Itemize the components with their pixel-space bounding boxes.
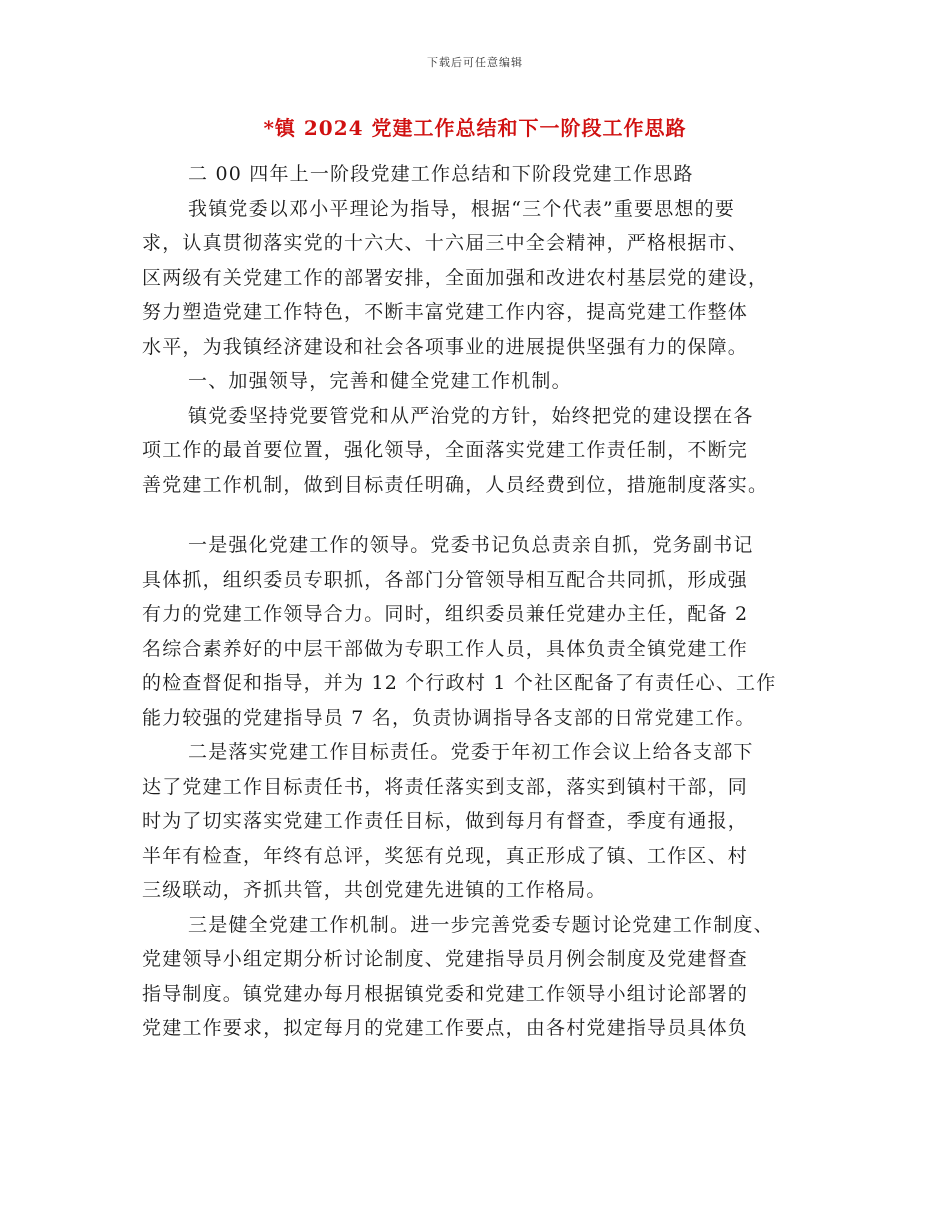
paragraph-line: 项工作的最首要位置，强化领导，全面落实党建工作责任制，不断完 [142, 439, 749, 461]
paragraph-4 [142, 735, 812, 908]
paragraph-line: 三级联动，齐抓共管，共创党建先进镇的工作格局。 [142, 879, 607, 901]
paragraph-line: 时为了切实落实党建工作责任目标，做到每月有督查，季度有通报， [142, 810, 749, 832]
section-heading-1: 一、加强领导，完善和健全党建工作机制。 [188, 370, 572, 392]
paragraph-line: 有力的党建工作领导合力。同时，组织委员兼任党建办主任，配备 2 [142, 603, 749, 625]
paragraph-line: 区两级有关党建工作的部署安排，全面加强和改进农村基层党的建设， [142, 266, 769, 289]
paragraph-line: 一是强化党建工作的领导。党委书记负总责亲自抓，党务副书记 [188, 534, 754, 556]
document-body [142, 157, 812, 1046]
paragraph-line: 达了党建工作目标责任书，将责任落实到支部，落实到镇村干部，同 [142, 775, 749, 798]
paragraph-line: 镇党委坚持党要管党和从严治党的方针，始终把党的建设摆在各 [188, 404, 754, 427]
paragraph-line: 善党建工作机制，做到目标责任明确，人员经费到位，措施制度落实。 [142, 473, 769, 496]
paragraph-line: 二是落实党建工作目标责任。党委于年初工作会议上给各支部下 [188, 741, 754, 763]
paragraph-line: 能力较强的党建指导员 7 名，负责协调指导各支部的日常党建工作。 [142, 706, 756, 729]
document-title: *镇 2024 党建工作总结和下一阶段工作思路 [263, 116, 687, 140]
paragraph-2 [142, 399, 812, 503]
paragraph-line: 党建工作要求，拟定每月的党建工作要点，由各村党建指导员具体负 [142, 1017, 749, 1039]
paragraph-line: 半年有检查，年终有总评，奖惩有兑现，真正形成了镇、工作区、村 [142, 844, 749, 867]
document-subtitle: 二 00 四年上一阶段党建工作总结和下阶段党建工作思路 [188, 163, 694, 185]
paragraph-line: 具体抓，组织委员专职抓，各部门分管领导相互配合共同抓，形成强 [142, 568, 749, 591]
paragraph-1 [142, 192, 812, 365]
paragraph-line: 我镇党委以邓小平理论为指导，根据“三个代表”重要思想的要 [188, 197, 736, 220]
header-note: 下载后可任意编辑 [427, 56, 523, 69]
paragraph-5 [142, 908, 812, 1046]
paragraph-line: 的检查督促和指导，并为 12 个行政村 1 个社区配备了有责任心、工作 [142, 672, 777, 694]
paragraph-line: 三是健全党建工作机制。进一步完善党委专题讨论党建工作制度、 [188, 913, 774, 936]
paragraph-line: 名综合素养好的中层干部做为专职工作人员，具体负责全镇党建工作 [142, 637, 749, 660]
paragraph-3 [142, 528, 812, 735]
paragraph-line: 求，认真贯彻落实党的十六大、十六届三中全会精神，严格根据市、 [142, 232, 749, 254]
paragraph-line: 努力塑造党建工作特色，不断丰富党建工作内容，提高党建工作整体 [142, 301, 749, 323]
paragraph-line: 水平，为我镇经济建设和社会各项事业的进展提供坚强有力的保障。 [142, 335, 749, 358]
paragraph-spacer [142, 502, 812, 528]
paragraph-line: 指导制度。镇党建办每月根据镇党委和党建工作领导小组讨论部署的 [142, 982, 749, 1005]
paragraph-line: 党建领导小组定期分析讨论制度、党建指导员月例会制度及党建督查 [142, 948, 749, 970]
